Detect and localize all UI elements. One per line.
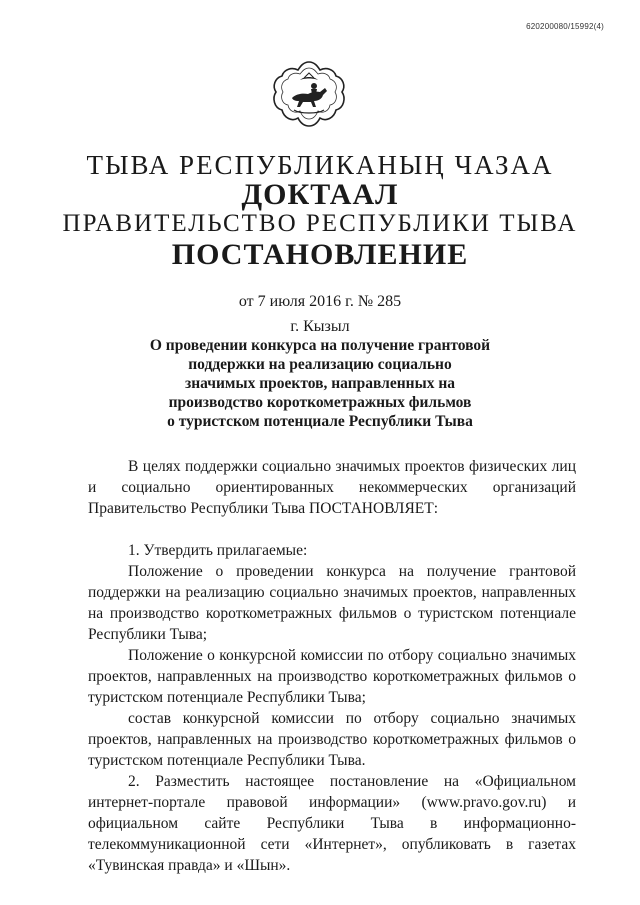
- body-paragraph: Положение о конкурсной комиссии по отбору социально значимых проектов, направленных на производство короткометражных фильмов о туристском потенциале Республики Тыва;: [88, 647, 576, 706]
- document-id: 620200080/15992(4): [526, 22, 604, 31]
- header-tuvan-resolution: ДОКТААЛ: [241, 178, 399, 211]
- document-body: [88, 456, 576, 876]
- subject-line: О проведении конкурса на получение грантовой: [149, 337, 491, 354]
- body-paragraph: 1. Утвердить прилагаемые:: [128, 542, 308, 559]
- header-tuvan-government: ТЫВА РЕСПУБЛИКАНЫҢ ЧАЗАА: [86, 150, 554, 180]
- subject-line: поддержки на реализацию социально: [188, 356, 452, 373]
- header-russian-resolution: ПОСТАНОВЛЕНИЕ: [171, 238, 469, 271]
- body-paragraph: состав конкурсной комиссии по отбору социально значимых проектов, направленных на производство короткометражных фильмов о туристском потенциале Республики Тыва.: [88, 710, 576, 769]
- body-paragraph: В целях поддержки социально значимых проектов физических лиц и социально ориентированных некоммерческих организаций Правительство Республики Тыва ПОСТАНОВЛЯЕТ:: [88, 458, 576, 517]
- body-paragraph: 2. Разместить настоящее постановление на «Официальном интернет-портале правовой информации» (www.pravo.gov.ru) и официальном сайте Республики Тыва в информационно-телекоммуникационной сети «Интернет», опубликовать в газетах «Тувинская правда» и «Шын».: [88, 773, 576, 874]
- coat-of-arms-emblem-icon: [270, 58, 348, 130]
- document-city: г. Кызыл: [290, 318, 350, 335]
- subject-line: о туристском потенциале Республики Тыва: [167, 413, 473, 430]
- subject-line: значимых проектов, направленных на: [184, 375, 456, 392]
- document-subject: [110, 336, 530, 431]
- body-paragraph: Положение о проведении конкурса на получение грантовой поддержки на реализацию социально значимых проектов, направленных на производство короткометражных фильмов о туристском потенциале Республики Тыва;: [88, 563, 576, 643]
- document-date-number: от 7 июля 2016 г. № 285: [238, 293, 402, 310]
- header-russian-government: ПРАВИТЕЛЬСТВО РЕСПУБЛИКИ ТЫВА: [62, 210, 578, 237]
- subject-line: производство короткометражных фильмов: [168, 394, 472, 411]
